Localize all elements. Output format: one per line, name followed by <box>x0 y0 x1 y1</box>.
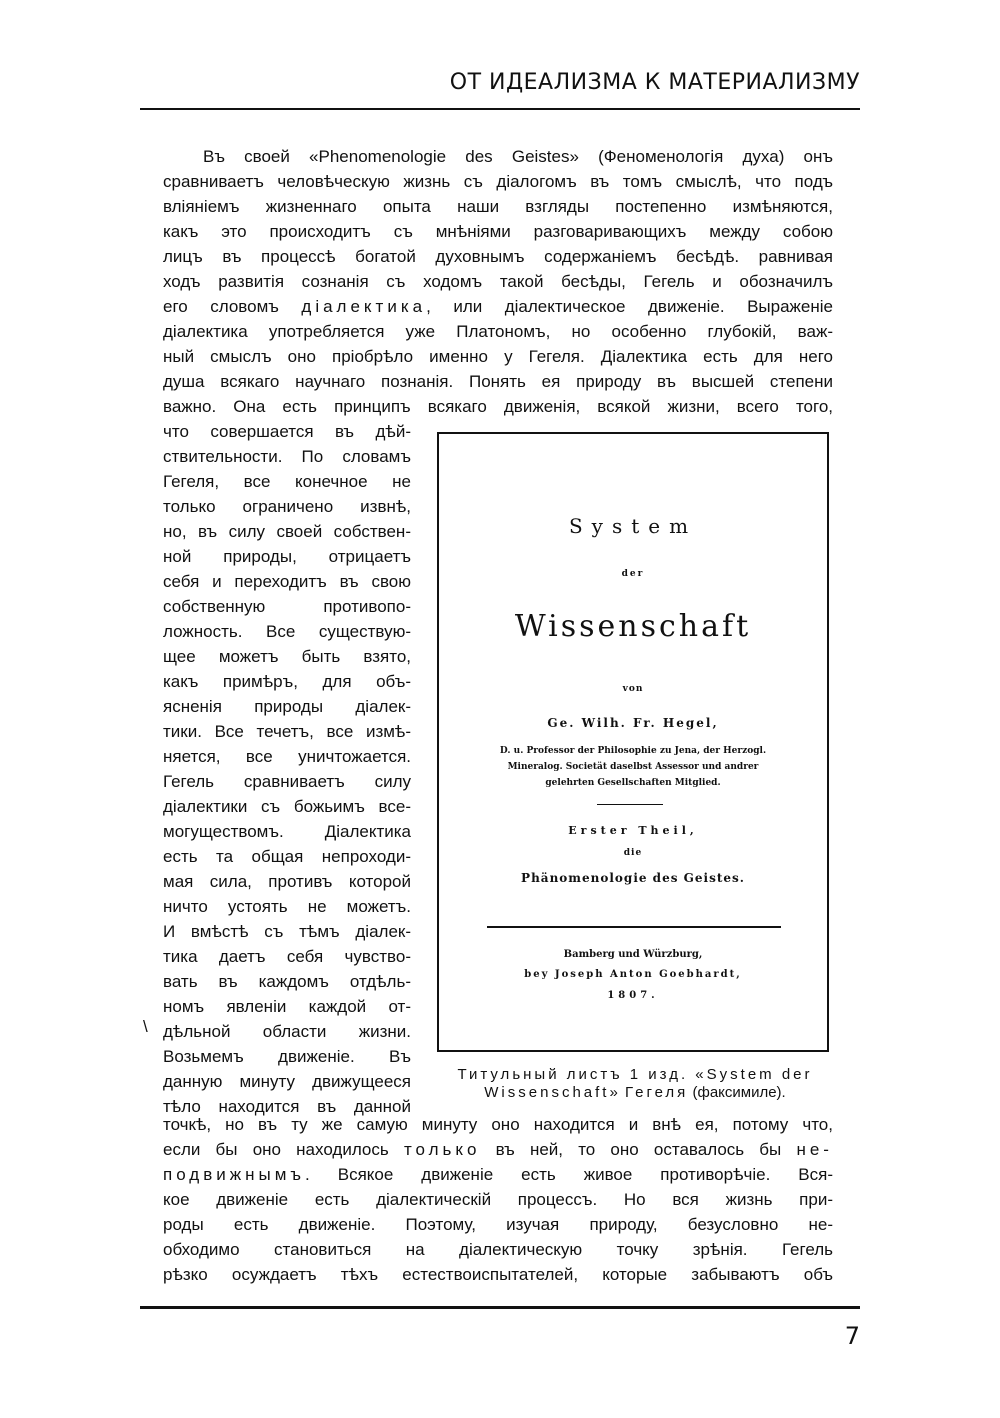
facsimile-short-rule <box>597 804 663 805</box>
text-line: щее можетъ быть взято, <box>163 647 411 666</box>
text-line: дѣльной области жизни. <box>163 1022 411 1041</box>
text-line: есть та общая непроходи- <box>163 847 411 866</box>
text-line: данную минуту движущееся <box>163 1072 411 1091</box>
facsimile-phaenomenologie: Phänomenologie des Geistes. <box>521 871 745 885</box>
text-line: Гегеля, все конечное не <box>163 472 411 491</box>
facsimile-title-page <box>437 432 829 1052</box>
text-line: только ограничено извнѣ, <box>163 497 411 516</box>
facsimile-long-rule <box>487 926 781 928</box>
facsimile-year: 1807. <box>607 990 659 1001</box>
facsimile-credentials: D. u. Professor der Philosophie zu Jena, der Herzogl. <box>499 746 767 756</box>
spaced-word: не- <box>796 1140 833 1159</box>
text-line: какъ это происходитъ съ мнѣніями разговаривающихъ между собою <box>163 222 833 241</box>
text-line: номъ явленіи каждой от- <box>163 997 411 1016</box>
text-line: собственную противопо- <box>163 597 411 616</box>
facsimile-credentials: gelehrten Gesellschaften Mitglied. <box>545 778 721 788</box>
facsimile-von: von <box>622 684 644 694</box>
text-line: ходъ развитія сознанія съ ходомъ такой бесѣды, Гегель и обозначилъ <box>163 272 833 291</box>
spaced-word: подвижнымъ <box>163 1165 306 1184</box>
text-line: ложность. Все существую- <box>163 622 411 641</box>
text-line: мая сила, противъ которой <box>163 872 411 891</box>
text-line: обходимо становиться на діалектическую точку зрѣнія. Гегель <box>163 1240 833 1259</box>
text-line: вать въ каждомъ отдѣль- <box>163 972 411 991</box>
page-number: 7 <box>844 1322 860 1350</box>
text-line: ничто устоять не можетъ. <box>163 897 411 916</box>
text-line: точкѣ, но въ ту же самую минуту оно находится и внѣ ея, потому что, <box>163 1115 833 1134</box>
running-header: ОТ ИДЕАЛИЗМА К МАТЕРИАЛИЗМУ <box>449 70 860 95</box>
text-line: діалектика употребляется уже Платономъ, но особенно глубокій, важ- <box>163 322 833 341</box>
text-line: если бы оно находилось только въ ней, то оно оставалось бы не- <box>163 1140 833 1159</box>
text-line: лицъ въ процессѣ богатой духовнымъ содержаніемъ бесѣдѣ. равнивая <box>163 247 833 266</box>
text-line: что совершается въ дѣй- <box>163 422 411 441</box>
facsimile-publisher: bey Joseph Anton Goebhardt, <box>524 969 742 980</box>
text-line: тики. Все течетъ, все измѣ- <box>163 722 411 741</box>
spaced-word: только <box>403 1140 481 1159</box>
text-line: ствительности. По словамъ <box>163 447 411 466</box>
text-line: ной природы, отрицаетъ <box>163 547 411 566</box>
text-line: себя и переходитъ въ свою <box>163 572 411 591</box>
spaced-word: діалектика <box>301 297 427 316</box>
facsimile-die: die <box>623 848 643 858</box>
text-line: но, въ силу своей собствен- <box>163 522 411 541</box>
text-line: Въ своей «Phenomenologie des Geistes» (Феноменологія духа) онъ <box>203 147 833 166</box>
footer-rule <box>140 1306 860 1309</box>
text-line: ный смыслъ оно пріобрѣло именно у Гегеля. Діалектика есть для него <box>163 347 833 366</box>
text-line: подвижнымъ. Всякое движеніе есть живое противорѣчіе. Вся- <box>163 1165 833 1184</box>
text-line: роды есть движеніе. Поэтому, изучая природу, безусловно не- <box>163 1215 833 1234</box>
text-line: его словомъ діалектика, или діалектическое движеніе. Выраженіе <box>163 297 833 316</box>
facsimile-bamberg: Bamberg und Würzburg, <box>563 949 703 960</box>
figure-caption: Wissenschaft» Гегеля (факсимиле). <box>484 1084 786 1101</box>
text-line: кое движеніе есть діалектическій процессъ. Но вся жизнь при- <box>163 1190 833 1209</box>
text-line: И вмѣстѣ съ тѣмъ діалек- <box>163 922 411 941</box>
text-line: няется, все уничтожается. <box>163 747 411 766</box>
text-line: Гегель сравниваетъ силу <box>163 772 411 791</box>
text-line: вліяніемъ жизненнаго опыта наши взгляды постепенно измѣняются, <box>163 197 833 216</box>
figure-caption: Титульный листъ 1 изд. «System der <box>457 1066 813 1083</box>
facsimile-author: Ge. Wilh. Fr. Hegel, <box>547 716 719 730</box>
facsimile-der: der <box>621 569 645 579</box>
text-line: рѣзко осуждаетъ тѣхъ естествоиспытателей, которые забываютъ объ <box>163 1265 833 1284</box>
text-line: діалектики съ божьимъ все- <box>163 797 411 816</box>
text-line: Возьмемъ движеніе. Въ <box>163 1047 411 1066</box>
text-line: душа всякаго научнаго познанія. Понять ея природу въ высшей степени <box>163 372 833 391</box>
text-line: важно. Она есть принципъ всякаго движенія, всякой жизни, всего того, <box>163 397 833 416</box>
facsimile-erster-theil: Erster Theil, <box>568 824 698 837</box>
facsimile-wissenschaft: Wissenschaft <box>514 609 752 644</box>
facsimile-system: System <box>568 514 698 538</box>
text-line: тѣло находится въ данной <box>163 1097 411 1116</box>
text-line: сравниваетъ человѣческую жизнь съ діалогомъ въ томъ смыслѣ, что подъ <box>163 172 833 191</box>
facsimile-credentials: Mineralog. Societät daselbst Assessor und andrer <box>507 762 759 772</box>
text-line: какъ примѣръ, для объ- <box>163 672 411 691</box>
text-line: тика даетъ себя чувство- <box>163 947 411 966</box>
header-rule <box>140 108 860 110</box>
text-line: ясненія природы діалек- <box>163 697 411 716</box>
margin-mark: \ <box>143 1017 148 1036</box>
text-line: могуществомъ. Діалектика <box>163 822 411 841</box>
